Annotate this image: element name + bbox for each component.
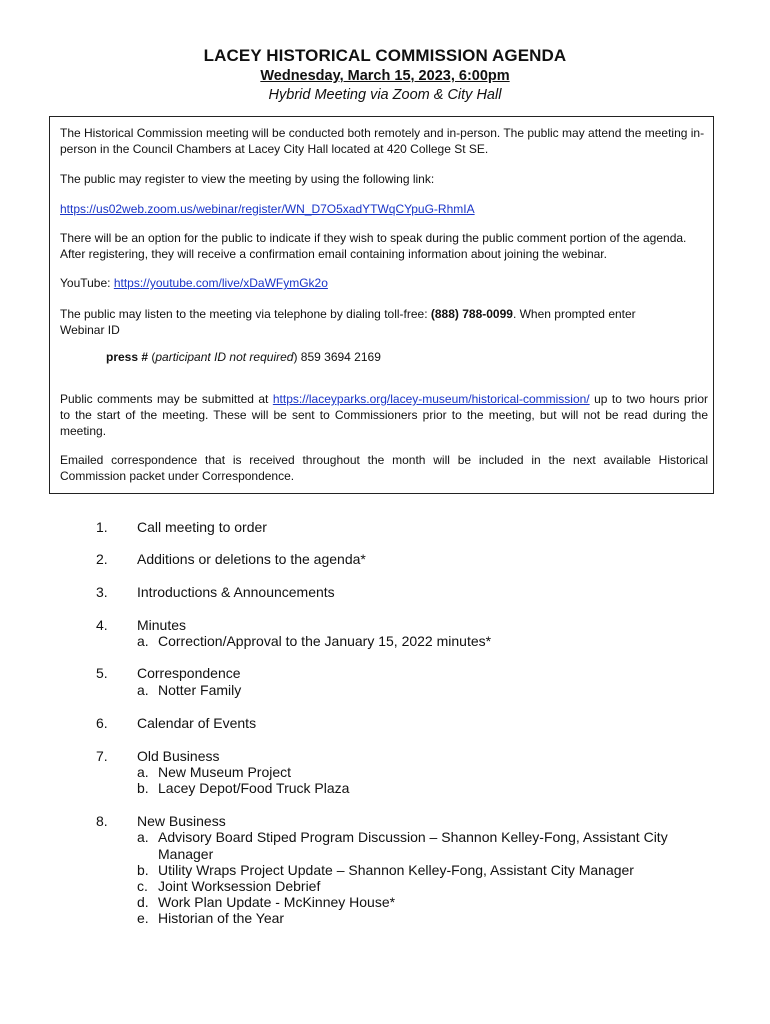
agenda-subitem-continuation: Manager bbox=[158, 846, 214, 862]
phone-intro: The public may listen to the meeting via telephone by dialing toll-free: bbox=[60, 307, 431, 321]
agenda-subitem: b. Utility Wraps Project Update – Shannon Kelley-Fong, Assistant City Manager bbox=[137, 862, 634, 878]
comments-outro: up to two hours prior to the start of the meeting. These will be sent to Commissioners prior to the meeting, but will not be read during the meeting. bbox=[60, 392, 708, 438]
notice-paragraph-speak-option: There will be an option for the public to indicate if they wish to speak during the public comment portion of the agenda. After registering, they will receive a confirmation email containing information about joining the webinar. bbox=[60, 231, 687, 261]
agenda-subitem: e. Historian of the Year bbox=[137, 910, 285, 926]
youtube-link[interactable]: https://youtube.com/live/xDaWFymGk2o bbox=[113, 276, 328, 290]
youtube-line bbox=[60, 276, 708, 292]
agenda-subitem: d. Work Plan Update - McKinney House* bbox=[137, 894, 396, 910]
press-note: participant ID not required bbox=[155, 350, 294, 364]
webinar-id-label: Webinar ID bbox=[60, 322, 120, 337]
comments-intro: Public comments may be submitted at bbox=[60, 392, 273, 406]
page-title: LACEY HISTORICAL COMMISSION AGENDA bbox=[203, 46, 567, 65]
agenda-item-number: 5. bbox=[96, 665, 108, 681]
meeting-type: Hybrid Meeting via Zoom & City Hall bbox=[268, 87, 502, 103]
agenda-item-new-business: New Business bbox=[137, 813, 226, 829]
comments-link[interactable]: https://laceyparks.org/lacey-museum/historical-commission/ bbox=[272, 392, 590, 406]
agenda-item-number: 8. bbox=[96, 813, 108, 829]
notice-paragraph-attendance: The Historical Commission meeting will be conducted both remotely and in-person. The public may attend the meeting in-person in the Council Chambers at Lacey City Hall located at 420 College St SE. bbox=[60, 126, 705, 156]
agenda-item-number: 7. bbox=[96, 748, 108, 764]
phone-number: (888) 788-0099 bbox=[430, 307, 513, 321]
agenda-subitem: a. New Museum Project bbox=[137, 764, 292, 780]
agenda-item-call-to-order: Call meeting to order bbox=[137, 519, 267, 535]
youtube-label: YouTube: bbox=[60, 276, 114, 290]
zoom-registration-link[interactable]: https://us02web.zoom.us/webinar/register/WN_D7O5xadYTWqCYpuG-RhmIA bbox=[60, 202, 475, 216]
webinar-id-line: press # (participant ID not required) 859 3694 2169 bbox=[106, 350, 381, 364]
phone-outro: . When prompted enter bbox=[512, 307, 636, 321]
agenda-item-correspondence: Correspondence bbox=[137, 665, 241, 681]
agenda-item-number: 2. bbox=[96, 551, 108, 567]
agenda-item-number: 4. bbox=[96, 617, 108, 633]
emailed-correspondence-paragraph: Emailed correspondence that is received throughout the month will be included in the next available Historical Commission packet under Correspondence. bbox=[60, 453, 708, 483]
phone-paragraph bbox=[60, 307, 708, 339]
agenda-item-introductions: Introductions & Announcements bbox=[137, 584, 335, 600]
agenda-item-old-business: Old Business bbox=[137, 748, 220, 764]
agenda-item-calendar: Calendar of Events bbox=[137, 715, 257, 731]
notice-paragraph-register: The public may register to view the meeting by using the following link: bbox=[60, 172, 435, 186]
agenda-subitem: b. Lacey Depot/Food Truck Plaza bbox=[137, 780, 350, 796]
meeting-date: Wednesday, March 15, 2023, 6:00pm bbox=[260, 68, 510, 84]
notice-box bbox=[49, 116, 714, 494]
agenda-item-number: 3. bbox=[96, 584, 108, 600]
agenda-item-number: 6. bbox=[96, 715, 108, 731]
agenda-subitem: a. Advisory Board Stiped Program Discussion – Shannon Kelley-Fong, Assistant City bbox=[137, 829, 668, 845]
agenda-item-number: 1. bbox=[96, 519, 108, 535]
webinar-id: 859 3694 2169 bbox=[297, 350, 381, 364]
press-label: press # bbox=[106, 350, 149, 364]
agenda-item-additions: Additions or deletions to the agenda* bbox=[137, 551, 366, 567]
agenda-subitem: c. Joint Worksession Debrief bbox=[137, 878, 321, 894]
agenda-subitem: a. Notter Family bbox=[137, 682, 242, 698]
agenda-subitem: a. Correction/Approval to the January 15, 2022 minutes* bbox=[137, 633, 492, 649]
comments-paragraph bbox=[60, 392, 708, 439]
agenda-item-minutes: Minutes bbox=[137, 617, 187, 633]
